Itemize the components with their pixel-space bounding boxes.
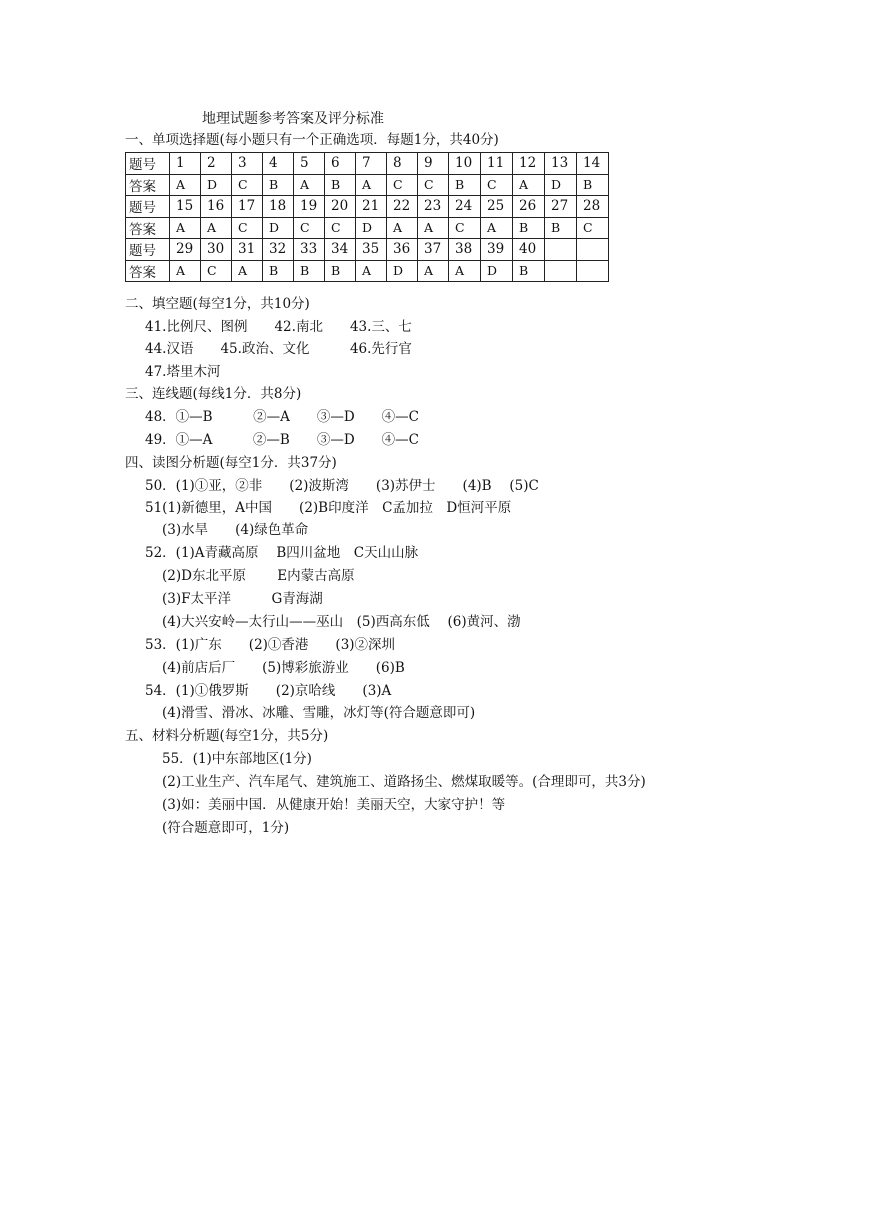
section4-line-4: 52．(1)A青藏高原 B四川盆地 C天山山脉 bbox=[145, 545, 419, 561]
answer-cell: B bbox=[263, 260, 294, 282]
section4-line-1: 50．(1)①亚，②非 (2)波斯湾 (3)苏伊士 (4)B (5)C bbox=[145, 478, 539, 494]
answer-cell: A bbox=[294, 174, 325, 196]
section4-line-6: (3)F太平洋 G青海湖 bbox=[162, 591, 323, 607]
question-number-cell: 3 bbox=[232, 153, 263, 175]
table-row-label: 答案 bbox=[126, 217, 170, 239]
section4-heading: 四、读图分析题(每空1分．共37分) bbox=[125, 455, 337, 471]
question-number-cell: 18 bbox=[263, 196, 294, 218]
section4-line-3: (3)水旱 (4)绿色革命 bbox=[162, 522, 309, 538]
answer-cell: D bbox=[263, 217, 294, 239]
question-number-cell: 19 bbox=[294, 196, 325, 218]
question-number-cell: 35 bbox=[356, 239, 387, 261]
section4-line-10: 54．(1)①俄罗斯 (2)京哈线 (3)A bbox=[145, 683, 392, 699]
section4-line-9: (4)前店后厂 (5)博彩旅游业 (6)B bbox=[162, 660, 405, 676]
question-number-cell: 23 bbox=[418, 196, 449, 218]
answer-cell: A bbox=[170, 174, 201, 196]
answer-cell: B bbox=[325, 174, 356, 196]
section3-line-1: 48．①—B ②—A ③—D ④—C bbox=[145, 409, 420, 425]
question-number-cell: 2 bbox=[201, 153, 232, 175]
answer-cell: B bbox=[263, 174, 294, 196]
document-title: 地理试题参考答案及评分标准 bbox=[202, 111, 384, 127]
question-number-cell: 27 bbox=[545, 196, 577, 218]
question-number-cell: 17 bbox=[232, 196, 263, 218]
question-number-cell: 37 bbox=[418, 239, 449, 261]
question-number-cell: 38 bbox=[449, 239, 481, 261]
question-number-cell: 40 bbox=[513, 239, 545, 261]
question-number-cell: 31 bbox=[232, 239, 263, 261]
section5-line-2: (2)工业生产、汽车尾气、建筑施工、道路扬尘、燃煤取暖等。(合理即可，共3分) bbox=[162, 774, 646, 790]
answer-cell: B bbox=[513, 217, 545, 239]
section2-line-1: 41.比例尺、图例 42.南北 43.三、七 bbox=[145, 319, 412, 335]
answer-cell: C bbox=[232, 217, 263, 239]
answer-cell: A bbox=[387, 217, 418, 239]
section3-heading: 三、连线题(每线1分．共8分) bbox=[125, 386, 302, 402]
question-number-cell: 12 bbox=[513, 153, 545, 175]
table-row bbox=[126, 260, 609, 282]
answer-cell: C bbox=[325, 217, 356, 239]
question-number-cell: 26 bbox=[513, 196, 545, 218]
table-row-label: 题号 bbox=[126, 153, 170, 175]
section4-line-8: 53．(1)广东 (2)①香港 (3)②深圳 bbox=[145, 637, 396, 653]
section4-line-11: (4)滑雪、滑冰、冰雕、雪雕，冰灯等(符合题意即可) bbox=[162, 705, 476, 721]
question-number-cell: 8 bbox=[387, 153, 418, 175]
section5-heading: 五、材料分析题(每空1分，共5分) bbox=[125, 728, 329, 744]
section5-line-4: (符合题意即可，1分) bbox=[162, 820, 290, 836]
answer-cell: A bbox=[356, 260, 387, 282]
answer-cell: C bbox=[418, 174, 449, 196]
answer-cell: B bbox=[325, 260, 356, 282]
question-number-cell: 1 bbox=[170, 153, 201, 175]
question-number-cell: 13 bbox=[545, 153, 577, 175]
table-row bbox=[126, 196, 609, 218]
answer-cell bbox=[577, 260, 609, 282]
answer-cell: A bbox=[449, 260, 481, 282]
section5-line-3: (3)如：美丽中国．从健康开始！美丽天空，大家守护！等 bbox=[162, 797, 506, 813]
answer-cell: A bbox=[418, 217, 449, 239]
table-row bbox=[126, 239, 609, 261]
answer-cell: D bbox=[201, 174, 232, 196]
answer-cell: A bbox=[201, 217, 232, 239]
section4-line-7: (4)大兴安岭—太行山——巫山 (5)西高东低 (6)黄河、渤 bbox=[162, 614, 521, 630]
question-number-cell bbox=[545, 239, 577, 261]
section2-heading: 二、填空题(每空1分，共10分) bbox=[125, 296, 310, 312]
table-row-label: 题号 bbox=[126, 239, 170, 261]
answer-cell: A bbox=[513, 174, 545, 196]
question-number-cell: 24 bbox=[449, 196, 481, 218]
answer-cell: B bbox=[577, 174, 609, 196]
question-number-cell: 22 bbox=[387, 196, 418, 218]
table-row-label: 答案 bbox=[126, 260, 170, 282]
section5-line-1: 55．(1)中东部地区(1分) bbox=[162, 751, 312, 767]
table-row-label: 答案 bbox=[126, 174, 170, 196]
section2-line-3: 47.塔里木河 bbox=[145, 364, 221, 380]
question-number-cell: 36 bbox=[387, 239, 418, 261]
section4-line-2: 51(1)新德里，A中国 (2)B印度洋 C孟加拉 D恒河平原 bbox=[145, 500, 512, 516]
answer-cell: A bbox=[232, 260, 263, 282]
question-number-cell: 7 bbox=[356, 153, 387, 175]
answer-cell: A bbox=[170, 217, 201, 239]
choice-answer-table bbox=[125, 152, 609, 282]
question-number-cell: 11 bbox=[481, 153, 513, 175]
answer-cell: B bbox=[513, 260, 545, 282]
question-number-cell: 4 bbox=[263, 153, 294, 175]
answer-cell bbox=[545, 260, 577, 282]
answer-cell: A bbox=[356, 174, 387, 196]
question-number-cell: 5 bbox=[294, 153, 325, 175]
section1-heading: 一、单项选择题(每小题只有一个正确选项．每题1分，共40分) bbox=[125, 132, 499, 148]
section2-line-2: 44.汉语 45.政治、文化 46.先行官 bbox=[145, 341, 412, 357]
answer-cell: D bbox=[356, 217, 387, 239]
question-number-cell: 21 bbox=[356, 196, 387, 218]
question-number-cell: 28 bbox=[577, 196, 609, 218]
question-number-cell: 15 bbox=[170, 196, 201, 218]
question-number-cell: 29 bbox=[170, 239, 201, 261]
answer-cell: B bbox=[294, 260, 325, 282]
answer-cell: A bbox=[418, 260, 449, 282]
answer-cell: B bbox=[449, 174, 481, 196]
answer-cell: C bbox=[387, 174, 418, 196]
question-number-cell: 34 bbox=[325, 239, 356, 261]
answer-cell: C bbox=[481, 174, 513, 196]
question-number-cell: 30 bbox=[201, 239, 232, 261]
table-row bbox=[126, 217, 609, 239]
table-row bbox=[126, 153, 609, 175]
question-number-cell: 6 bbox=[325, 153, 356, 175]
question-number-cell: 9 bbox=[418, 153, 449, 175]
question-number-cell: 25 bbox=[481, 196, 513, 218]
answer-cell: D bbox=[481, 260, 513, 282]
answer-cell: C bbox=[201, 260, 232, 282]
answer-cell: C bbox=[294, 217, 325, 239]
answer-cell: B bbox=[545, 217, 577, 239]
section3-line-2: 49．①—A ②—B ③—D ④—C bbox=[145, 432, 420, 448]
answer-cell: C bbox=[232, 174, 263, 196]
question-number-cell: 20 bbox=[325, 196, 356, 218]
answer-cell: C bbox=[577, 217, 609, 239]
question-number-cell: 10 bbox=[449, 153, 481, 175]
question-number-cell: 33 bbox=[294, 239, 325, 261]
answer-cell: A bbox=[170, 260, 201, 282]
section4-line-5: (2)D东北平原 E内蒙古高原 bbox=[162, 568, 355, 584]
question-number-cell: 32 bbox=[263, 239, 294, 261]
answer-cell: C bbox=[449, 217, 481, 239]
answer-cell: A bbox=[481, 217, 513, 239]
question-number-cell: 39 bbox=[481, 239, 513, 261]
table-row bbox=[126, 174, 609, 196]
table-row-label: 题号 bbox=[126, 196, 170, 218]
question-number-cell: 14 bbox=[577, 153, 609, 175]
answer-cell: D bbox=[387, 260, 418, 282]
answer-cell: D bbox=[545, 174, 577, 196]
question-number-cell bbox=[577, 239, 609, 261]
question-number-cell: 16 bbox=[201, 196, 232, 218]
